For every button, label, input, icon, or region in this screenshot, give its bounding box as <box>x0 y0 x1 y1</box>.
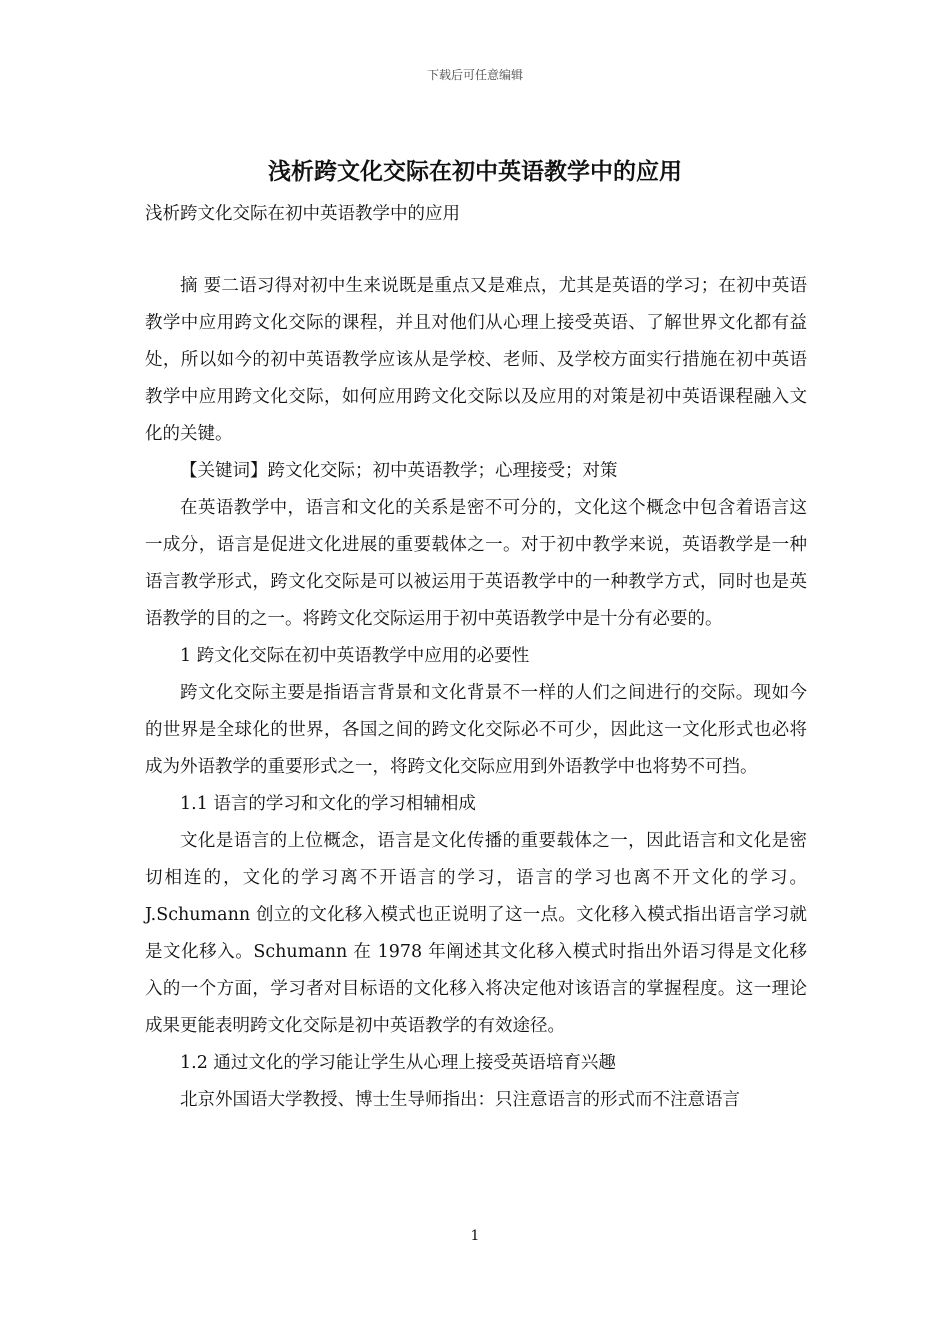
keywords-line: 【关键词】跨文化交际；初中英语教学；心理接受；对策 <box>180 461 618 481</box>
intro-paragraph: 在英语教学中，语言和文化的关系是密不可分的，文化这个概念中包含着语言这一成分，语言是促进文化进展的重要载体之一。对于初中教学来说，英语教学是一种语言教学形式，跨文化交际是可以被运用于英语教学中的一种教学方式，同时也是英语教学的目的之一。将跨文化交际运用于初中英语教学中是十分有必要的。 <box>145 498 807 629</box>
document-body <box>145 268 807 1119</box>
section-1-1-heading: 1.1 语言的学习和文化的学习相辅相成 <box>180 794 476 814</box>
page-header-note: 下载后可任意编辑 <box>426 68 523 82</box>
document-title: 浅析跨文化交际在初中英语教学中的应用 <box>268 159 682 185</box>
abstract-paragraph: 摘 要二语习得对初中生来说既是重点又是难点，尤其是英语的学习；在初中英语教学中应用跨文化交际的课程，并且对他们从心理上接受英语、了解世界文化都有益处，所以如今的初中英语教学应该从是学校、老师、及学校方面实行措施在初中英语教学中应用跨文化交际，如何应用跨文化交际以及应用的对策是初中英语课程融入文化的关键。 <box>145 276 807 444</box>
section-1-2-paragraph: 北京外国语大学教授、博士生导师指出：只注意语言的形式而不注意语言 <box>180 1090 740 1110</box>
page-number: 1 <box>470 1228 480 1244</box>
section-1-paragraph: 跨文化交际主要是指语言背景和文化背景不一样的人们之间进行的交际。现如今的世界是全球化的世界，各国之间的跨文化交际必不可少，因此这一文化形式也必将成为外语教学的重要形式之一，将跨文化交际应用到外语教学中也将势不可挡。 <box>145 683 807 777</box>
section-1-2-heading: 1.2 通过文化的学习能让学生从心理上接受英语培育兴趣 <box>180 1053 616 1073</box>
section-1-1-paragraph: 文化是语言的上位概念，语言是文化传播的重要载体之一，因此语言和文化是密切相连的，文化的学习离不开语言的学习，语言的学习也离不开文化的学习。J.Schumann 创立的文化移入模式也正说明了这一点。文化移入模式指出语言学习就是文化移入。Schumann 在 1978 年阐述其文化移入模式时指出外语习得是文化移入的一个方面，学习者对目标语的文化移入将决定他对该语言的掌握程度。这一理论成果更能表明跨文化交际是初中英语教学的有效途径。 <box>145 831 807 1036</box>
section-1-heading: 1 跨文化交际在初中英语教学中应用的必要性 <box>180 646 530 666</box>
document-subtitle: 浅析跨文化交际在初中英语教学中的应用 <box>145 204 460 224</box>
